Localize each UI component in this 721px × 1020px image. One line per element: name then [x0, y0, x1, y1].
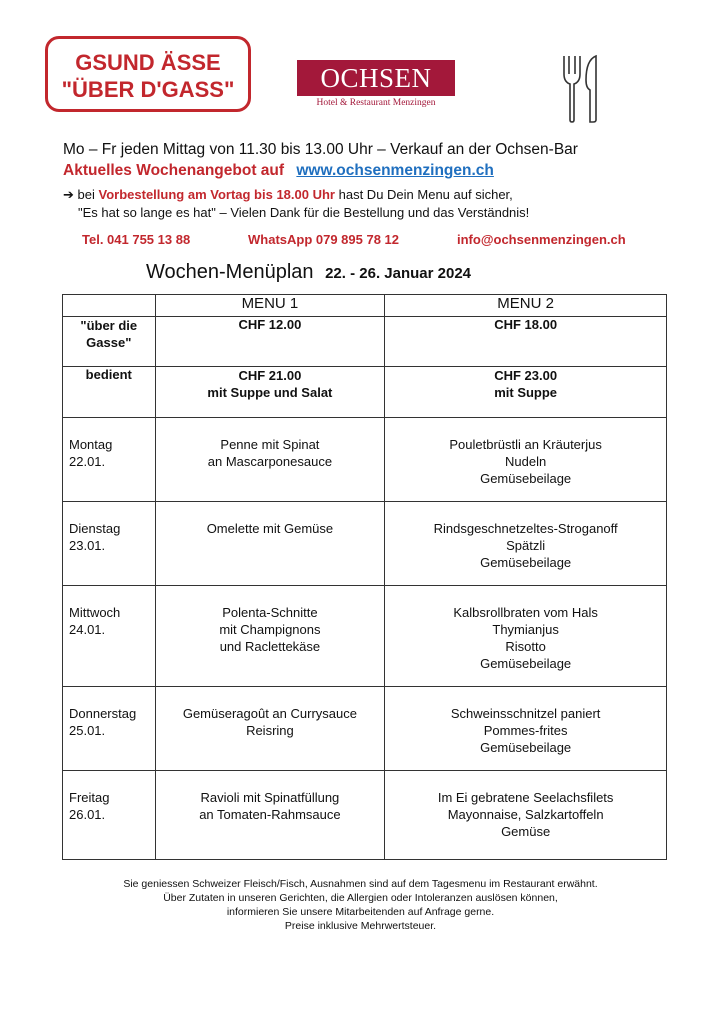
dish-line: Gemüsebeilage — [480, 740, 572, 755]
dish-line: mit Champignons — [219, 622, 321, 637]
footer-line1: Sie geniessen Schweizer Fleisch/Fisch, Ausnahmen sind auf dem Tagesmenu im Restaurant erwähnt. — [123, 878, 598, 890]
dish-line: Ravioli mit Spinatfüllung — [200, 790, 340, 805]
menu2-dish-cell — [385, 586, 667, 687]
menu1-dish-cell — [155, 771, 385, 860]
day-date: 24.01. — [69, 622, 106, 637]
dish-line: Schweinsschnitzel paniert — [450, 706, 601, 721]
day-name: Freitag — [69, 790, 110, 805]
dish-line: Polenta-Schnitte — [222, 605, 318, 620]
menu1-dish-cell — [155, 502, 385, 586]
menu2-dish-cell — [385, 418, 667, 502]
footer-line4: Preise inklusive Mehrwertsteuer. — [284, 920, 437, 932]
footer-line3: informieren Sie unsere Mitarbeitenden auf Anfrage gerne. — [226, 906, 495, 918]
bedient-menu2-desc: mit Suppe — [494, 385, 558, 400]
ochsen-logo — [297, 60, 455, 108]
dish-line: Penne mit Spinat — [220, 437, 320, 452]
dish-line: Thymianjus — [492, 622, 559, 637]
dish-line: Nudeln — [505, 454, 547, 469]
menu1-dish-cell — [155, 586, 385, 687]
arrow-right-icon: ➔ — [63, 187, 74, 202]
preorder-pre: bei — [77, 187, 95, 202]
logo-sub-left: Hotel — [316, 98, 338, 108]
bedient-label: bedient — [63, 367, 156, 418]
dish-line: Pommes-frites — [483, 723, 568, 738]
dish-line: Risotto — [505, 639, 546, 654]
dish-line: und Raclettekäse — [219, 639, 321, 654]
logo-name: OCHSEN — [297, 60, 455, 96]
menu2-dish-cell — [385, 771, 667, 860]
day-name: Donnerstag — [69, 706, 137, 721]
bedient-menu2 — [385, 367, 667, 418]
menu1-header: MENU 1 — [155, 295, 385, 317]
footer-notes — [0, 877, 721, 933]
gasse-price-row — [63, 317, 667, 367]
preorder-post: hast Du Dein Menu auf sicher, — [338, 187, 513, 202]
days-body — [63, 418, 667, 860]
table-row — [63, 586, 667, 687]
table-row — [63, 502, 667, 586]
opening-hours: Mo – Fr jeden Mittag von 11.30 bis 13.00 Uhr – Verkauf an der Ochsen-Bar — [63, 141, 578, 158]
gasse-menu1-price: CHF 12.00 — [155, 317, 385, 367]
dish-line: Gemüseragoût an Currysauce — [182, 706, 357, 721]
menu1-dish-cell — [155, 418, 385, 502]
badge-line1: GSUND ÄSSE — [75, 50, 221, 75]
bedient-menu2-price: CHF 23.00 — [494, 368, 558, 383]
menu1-dish-cell — [155, 687, 385, 771]
menu-table — [62, 294, 667, 860]
day-cell — [63, 418, 156, 502]
phone-number[interactable]: Tel. 041 755 13 88 — [82, 232, 191, 247]
dish-line: Im Ei gebratene Seelachsfilets — [437, 790, 614, 805]
footer-line2: Über Zutaten in unseren Gerichten, die Allergien oder Intoleranzen auslösen können, — [163, 892, 558, 904]
dish-line: Pouletbrüstli an Kräuterjus — [449, 437, 602, 452]
dish-line: Gemüsebeilage — [480, 471, 572, 486]
logo-sub-right: Restaurant Menzingen — [349, 98, 436, 108]
dish-line: Spätzli — [506, 538, 546, 553]
dish-line: Reisring — [246, 723, 294, 738]
day-cell — [63, 586, 156, 687]
day-date: 22.01. — [69, 454, 106, 469]
weekly-offer-label: Aktuelles Wochenangebot auf — [63, 162, 285, 179]
title-dates: 22. - 26. Januar 2024 — [325, 265, 472, 282]
bedient-price-row — [63, 367, 667, 418]
day-date: 26.01. — [69, 807, 106, 822]
dish-line: Gemüsebeilage — [480, 555, 572, 570]
day-name: Dienstag — [69, 521, 121, 536]
logo-sub-amp: & — [339, 98, 348, 108]
header-empty-cell — [63, 295, 156, 317]
table-header-row — [63, 295, 667, 317]
bedient-menu1-price: CHF 21.00 — [238, 368, 302, 383]
table-row — [63, 418, 667, 502]
dish-line: Rindsgeschnetzeltes-Stroganoff — [433, 521, 618, 536]
bedient-menu1 — [155, 367, 385, 418]
preorder-deadline: Vorbestellung am Vortag bis 18.00 Uhr — [98, 187, 335, 202]
day-cell — [63, 687, 156, 771]
whatsapp-number[interactable]: WhatsApp 079 895 78 12 — [248, 232, 400, 247]
fork-knife-icon — [560, 52, 602, 124]
dish-line: Omelette mit Gemüse — [206, 521, 334, 536]
gasse-menu2-price: CHF 18.00 — [385, 317, 667, 367]
table-row — [63, 771, 667, 860]
day-cell — [63, 771, 156, 860]
menu2-dish-cell — [385, 687, 667, 771]
weekly-offer-line — [63, 162, 494, 180]
badge-line2: "ÜBER D'GASS" — [61, 77, 235, 102]
gasse-label-line2: Gasse" — [86, 335, 132, 350]
preorder-line — [63, 187, 513, 203]
dish-line: an Tomaten-Rahmsauce — [199, 807, 341, 822]
thanks-line: "Es hat so lange es hat" – Vielen Dank für die Bestellung und das Verständnis! — [78, 205, 530, 220]
gasse-label-line1: "über die — [80, 318, 138, 333]
day-date: 23.01. — [69, 538, 106, 553]
email-link[interactable]: info@ochsenmenzingen.ch — [457, 232, 626, 247]
dish-line: an Mascarponesauce — [207, 454, 333, 469]
gsund-aesse-badge — [45, 36, 251, 112]
title-text: Wochen-Menüplan — [146, 261, 314, 283]
website-link[interactable]: www.ochsenmenzingen.ch — [296, 162, 494, 179]
dish-line: Kalbsrollbraten vom Hals — [453, 605, 598, 620]
dish-line: Gemüsebeilage — [480, 656, 572, 671]
day-date: 25.01. — [69, 723, 106, 738]
menu2-header: MENU 2 — [385, 295, 667, 317]
menu2-dish-cell — [385, 502, 667, 586]
logo-subtitle — [297, 98, 455, 108]
day-cell — [63, 502, 156, 586]
day-name: Montag — [69, 437, 113, 452]
dish-line: Gemüse — [501, 824, 551, 839]
gasse-label — [63, 317, 156, 367]
page-title — [146, 261, 471, 284]
day-name: Mittwoch — [69, 605, 121, 620]
dish-line: Mayonnaise, Salzkartoffeln — [447, 807, 604, 822]
bedient-menu1-desc: mit Suppe und Salat — [207, 385, 333, 400]
table-row — [63, 687, 667, 771]
